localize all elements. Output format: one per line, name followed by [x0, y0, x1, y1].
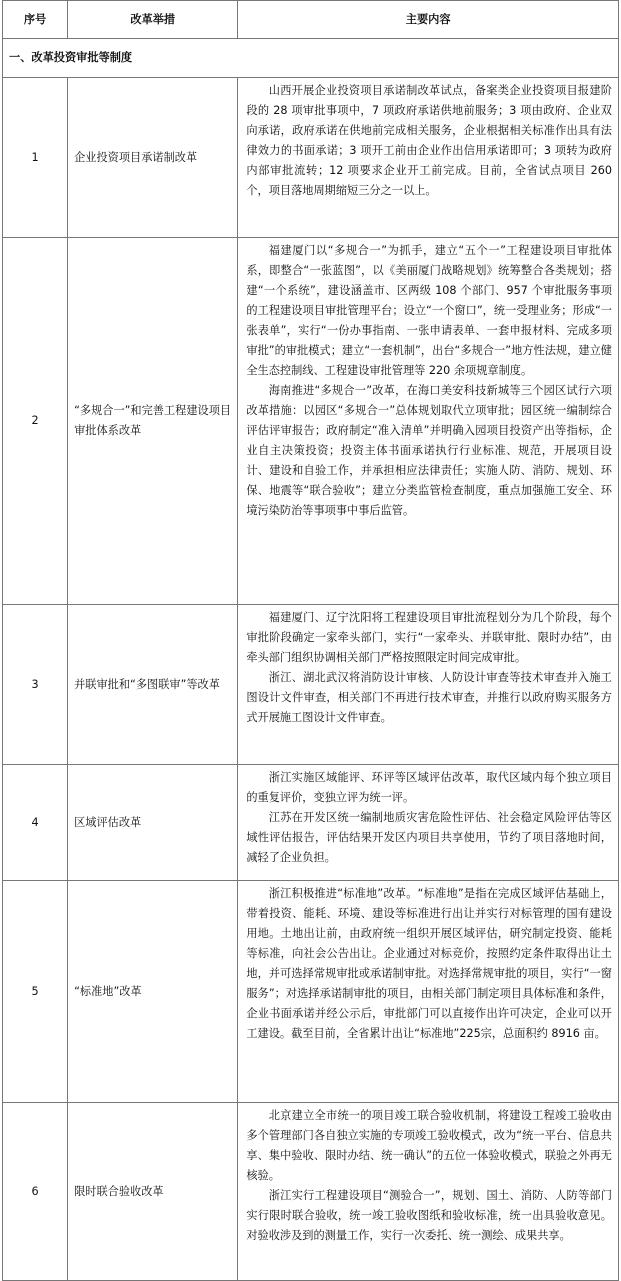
content-paragraph: 山西开展企业投资项目承诺制改革试点，备案类企业投资项目报建阶段的 28 项审批事项中，7 项政府承诺供地前服务；3 项由政府、企业双向承诺，政府承诺在供地前完成相关服务，企业根据相关标准作出具有法律效力的书面承诺；3 项开工前由企业作出信用承诺即可；3 项转为政府内部审批流转；12 项要求企业开工前完成。目前，全省试点项目 260 个，项目落地周期缩短三分之一以上。	[246, 84, 612, 197]
row-number: 6	[3, 1103, 68, 1281]
row-number: 2	[3, 238, 68, 605]
row-measure: “标准地”改革	[68, 881, 238, 1103]
row-number: 3	[3, 605, 68, 765]
row-content	[238, 238, 619, 605]
row-number: 1	[3, 78, 68, 238]
row-content	[238, 78, 619, 238]
header-content: 主要内容	[238, 1, 619, 39]
row-measure: 限时联合验收改革	[68, 1103, 238, 1281]
row-number: 5	[3, 881, 68, 1103]
content-paragraph: 福建厦门以“多规合一”为抓手，建立“五个一”工程建设项目审批体系，即整合“一张蓝图”，以《美丽厦门战略规划》统筹整合各类规划；搭建“一个系统”，建设涵盖市、区两级 108 个部门、957 个审批服务事项的工程建设项目审批管理平台；设立“一个窗口”，统一受理业务；形成“一张表单”，实行“一份办事指南、一张申请表单、一套申报材料、完成多项审批”的审批模式；建立“一套机制”，出台“多规合一”地方性法规，建立健全生态控制线、工程建设审批管理等 220 余项规章制度。	[246, 244, 612, 377]
row-measure: 并联审批和“多图联审”等改革	[68, 605, 238, 765]
row-measure: “多规合一”和完善工程建设项目审批体系改革	[68, 238, 238, 605]
table-row	[3, 78, 619, 238]
table-row	[3, 605, 619, 765]
content-paragraph: 江苏在开发区统一编制地质灾害危险性评估、社会稳定风险评估等区域性评估报告，评估结果开发区内项目共享使用，节约了项目落地时间，减轻了企业负担。	[246, 811, 612, 864]
row-content	[238, 881, 619, 1103]
table-row	[3, 238, 619, 605]
section-title: 一、改革投资审批等制度	[3, 39, 619, 78]
table-row	[3, 765, 619, 881]
header-measure: 改革举措	[68, 1, 238, 39]
content-paragraph: 福建厦门、辽宁沈阳将工程建设项目审批流程划分为几个阶段，每个审批阶段确定一家牵头部门，实行“一家牵头、并联审批、限时办结”，由牵头部门组织协调相关部门严格按照限定时间完成审批。	[246, 611, 612, 664]
reform-table	[2, 0, 619, 1281]
table-row	[3, 881, 619, 1103]
content-paragraph: 浙江实施区域能评、环评等区域评估改革，取代区域内每个独立项目的重复评价，变独立评为统一评。	[246, 771, 612, 804]
content-paragraph: 浙江、湖北武汉将消防设计审核、人防设计审查等技术审查并入施工图设计文件审查，相关部门不再进行技术审查，并推行以政府购买服务方式开展施工图设计文件审查。	[246, 671, 612, 724]
content-paragraph: 浙江实行工程建设项目“测验合一”，规划、国土、消防、人防等部门实行限时联合验收，统一竣工验收图纸和验收标准，统一出具验收意见。对验收涉及到的测量工作，实行一次委托、统一测绘、成果共享。	[246, 1189, 612, 1242]
row-measure: 区域评估改革	[68, 765, 238, 881]
row-number: 4	[3, 765, 68, 881]
row-content	[238, 765, 619, 881]
table-row	[3, 1103, 619, 1281]
section-row	[3, 39, 619, 78]
content-paragraph: 海南推进“多规合一”改革，在海口美安科技新城等三个园区试行六项改革措施：以园区“多规合一”总体规划取代立项审批；园区统一编制综合评估评审报告；政府制定“准入清单”并明确入园项目投资产出等指标，企业自主决策投资；投资主体书面承诺执行行业标准、规范，开展项目设计、建设和自验工作，并承担相应法律责任；实施人防、消防、规划、环保、地震等“联合验收”；建立分类监管检查制度，重点加强施工安全、环境污染防治等事项事中事后监管。	[246, 384, 612, 517]
row-measure: 企业投资项目承诺制改革	[68, 78, 238, 238]
content-paragraph: 北京建立全市统一的项目竣工联合验收机制，将建设工程竣工验收由多个管理部门各自独立实施的专项竣工验收模式，改为“统一平台、信息共享、集中验收、限时办结、统一确认”的五位一体验收模式，联验之外再无核验。	[246, 1109, 612, 1182]
header-no: 序号	[3, 1, 68, 39]
table-header-row	[3, 1, 619, 39]
row-content	[238, 1103, 619, 1281]
row-content	[238, 605, 619, 765]
content-paragraph: 浙江积极推进“标准地”改革。“标准地”是指在完成区域评估基础上，带着投资、能耗、环境、建设等标准进行出让并实行对标管理的国有建设用地。土地出让前，由政府统一组织开展区域评估，研究制定投资、能耗等标准，向社会公告出让。企业通过对标竞价，按照约定条件取得出让土地，并可选择常规审批或承诺制审批。对选择常规审批的项目，实行“一窗服务”；对选择承诺制审批的项目，由相关部门制定项目具体标准和条件，企业书面承诺并经公示后，审批部门可以直接作出许可决定，企业可以开工建设。截至目前，全省累计出让“标准地”225宗，总面积约 8916 亩。	[246, 887, 612, 1040]
